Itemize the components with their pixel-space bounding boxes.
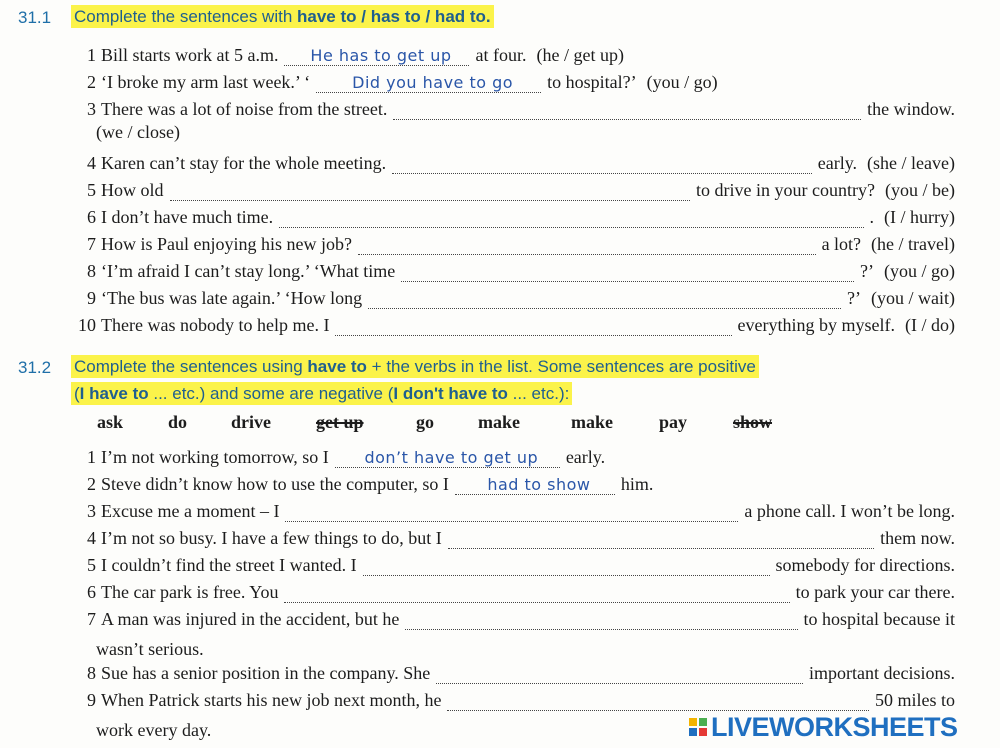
- exercise-31-1-item-2: [60, 69, 955, 93]
- item-number: 9: [87, 288, 96, 308]
- exercise-31-2-item-2: [60, 471, 955, 495]
- answer-blank: [284, 47, 469, 66]
- exercise-31-1-item-7: [60, 231, 955, 255]
- answer-input[interactable]: [405, 610, 805, 629]
- answer-blank: [285, 503, 738, 522]
- item-number: 4: [87, 528, 96, 548]
- item-number: 3: [87, 99, 96, 119]
- sentence-end: early.: [817, 153, 858, 173]
- exercise-31-2-item-1: [60, 444, 955, 468]
- answer-blank: [170, 182, 691, 201]
- answer-input[interactable]: [335, 448, 568, 467]
- item-number: 8: [87, 663, 96, 683]
- item-number: 7: [87, 609, 96, 629]
- sentence-start: I don’t have much time.: [101, 207, 274, 227]
- sentence-end: to park your car there.: [795, 582, 955, 602]
- answer-input[interactable]: [284, 46, 477, 65]
- verb-list-word: go: [416, 412, 434, 432]
- exercise-31-1-item-1: [60, 42, 955, 66]
- answer-blank: [393, 101, 861, 120]
- sentence-end: the window.: [867, 99, 955, 119]
- sentence-start: ‘The bus was late again.’ ‘How long: [101, 288, 363, 308]
- exercise-31-1-item-9: [60, 285, 955, 309]
- exercise-31-2-item-5: [60, 552, 955, 576]
- answer-input[interactable]: [285, 502, 746, 521]
- item-number: 5: [87, 555, 96, 575]
- answer-input[interactable]: [316, 73, 549, 92]
- answer-blank: [447, 692, 869, 711]
- sentence-start: When Patrick starts his new job next month, he: [101, 690, 442, 710]
- answer-input[interactable]: [447, 691, 877, 710]
- exercise-31-1-item-3: [60, 96, 955, 120]
- sentence-end: them now.: [880, 528, 955, 548]
- item-continuation: wasn’t serious.: [96, 639, 204, 659]
- item-number: 4: [87, 153, 96, 173]
- verb-hint: (I / do): [905, 315, 955, 335]
- exercise-31-2-item-9: [60, 687, 955, 711]
- exercise-31-2-item-7: [60, 606, 955, 630]
- item-number: 2: [87, 72, 96, 92]
- verb-hint: (I / hurry): [884, 207, 955, 227]
- answer-blank: [363, 557, 770, 576]
- exercise-31-1-item-4: [60, 150, 955, 174]
- sentence-end: to drive in your country?: [696, 180, 876, 200]
- verb-list-word: make: [478, 412, 520, 432]
- item-number: 5: [87, 180, 96, 200]
- liveworksheets-logo: [689, 712, 958, 742]
- item-number: 1: [87, 45, 96, 65]
- answer-input[interactable]: [284, 583, 797, 602]
- answer-input[interactable]: [436, 664, 811, 683]
- answer-blank: [448, 530, 874, 549]
- sentence-end: to hospital?’: [547, 72, 637, 92]
- sentence-end: ?’: [860, 261, 874, 281]
- sentence-start: Excuse me a moment – I: [101, 501, 280, 521]
- logo-square: [689, 728, 697, 736]
- verb-list-word: ask: [97, 412, 124, 432]
- sentence-start: A man was injured in the accident, but he: [101, 609, 400, 629]
- answer-input[interactable]: [401, 262, 862, 281]
- sentence-start: I couldn’t find the street I wanted. I: [101, 555, 357, 575]
- verb-hint: (you / go): [646, 72, 718, 92]
- sentence-start: There was a lot of noise from the street.: [101, 99, 388, 119]
- answer-blank: [368, 290, 841, 309]
- item-number: 6: [87, 582, 96, 602]
- sentence-start: Karen can’t stay for the whole meeting.: [101, 153, 387, 173]
- answer-input[interactable]: [279, 208, 871, 227]
- sentence-start: ‘I’m afraid I can’t stay long.’ ‘What time: [101, 261, 396, 281]
- answer-blank: [405, 611, 797, 630]
- sentence-start: Steve didn’t know how to use the computer, so I: [101, 474, 449, 494]
- answer-input[interactable]: [392, 154, 820, 173]
- answer-blank: [455, 476, 615, 495]
- sentence-end: important decisions.: [809, 663, 955, 683]
- logo-square: [689, 718, 697, 726]
- sentence-end: ?’: [847, 288, 862, 308]
- exercise-31-1-item-5: [60, 177, 955, 201]
- exercise-number-31-1: 31.1: [18, 8, 52, 27]
- sentence-start: Bill starts work at 5 a.m.: [101, 45, 279, 65]
- verb-hint: (you / be): [885, 180, 955, 200]
- item-continuation: (we / close): [96, 122, 180, 142]
- answer-blank: [436, 665, 803, 684]
- sentence-end: somebody for directions.: [775, 555, 955, 575]
- answer-input[interactable]: [335, 316, 739, 335]
- exercise-instruction-31-2-line2: (I have to ... etc.) and some are negative (I don't have to ... etc.):: [71, 382, 572, 405]
- exercise-31-1-item-6: [60, 204, 955, 228]
- sentence-start: How old: [101, 180, 164, 200]
- sentence-start: Sue has a senior position in the company. She: [101, 663, 431, 683]
- logo-square: [699, 728, 707, 736]
- exercise-31-1-item-8: [60, 258, 955, 282]
- sentence-start: I’m not so busy. I have a few things to do, but I: [101, 528, 442, 548]
- item-continuation: work every day.: [96, 720, 212, 740]
- exercise-31-2-item-4: [60, 525, 955, 549]
- logo-icon: [689, 718, 707, 736]
- item-number: 10: [78, 315, 96, 335]
- answer-blank: [358, 236, 816, 255]
- sentence-start: There was nobody to help me. I: [101, 315, 330, 335]
- answer-blank: [335, 317, 731, 336]
- verb-list-word: do: [168, 412, 188, 432]
- verb-list-word: make: [571, 412, 613, 432]
- answer-blank: [316, 74, 541, 93]
- item-number: 7: [87, 234, 96, 254]
- verb-hint: (he / travel): [871, 234, 955, 254]
- sentence-end: him.: [620, 474, 654, 494]
- verb-list-word: pay: [659, 412, 688, 432]
- answer-blank: [392, 155, 812, 174]
- answer-blank: [279, 209, 863, 228]
- answer-input[interactable]: [170, 181, 699, 200]
- sentence-end: at four.: [475, 45, 527, 65]
- sentence-end: early.: [565, 447, 606, 467]
- answer-blank: [335, 449, 560, 468]
- verb-list-word: get up: [316, 412, 364, 432]
- answer-input[interactable]: [448, 529, 882, 548]
- exercise-31-2-item-8: [60, 660, 955, 684]
- item-number: 1: [87, 447, 96, 467]
- exercise-31-2-item-6: [60, 579, 955, 603]
- sentence-end: a phone call. I won’t be long.: [744, 501, 955, 521]
- item-number: 9: [87, 690, 96, 710]
- exercise-31-2-item-3: [60, 498, 955, 522]
- exercise-number-31-2: 31.2: [18, 358, 52, 377]
- item-number: 6: [87, 207, 96, 227]
- answer-input[interactable]: [358, 235, 824, 254]
- sentence-end: everything by myself.: [737, 315, 896, 335]
- sentence-start: How is Paul enjoying his new job?: [101, 234, 352, 254]
- answer-input[interactable]: [363, 556, 778, 575]
- sentence-start: I’m not working tomorrow, so I: [101, 447, 329, 467]
- logo-text: LIVEWORKSHEETS: [711, 711, 958, 742]
- exercise-31-1-item-10: [60, 312, 955, 336]
- verb-hint: (she / leave): [867, 153, 955, 173]
- answer-blank: [401, 263, 854, 282]
- verb-hint: (you / wait): [871, 288, 955, 308]
- sentence-end: to hospital because it: [803, 609, 955, 629]
- answer-blank: [284, 584, 789, 603]
- sentence-start: ‘I broke my arm last week.’ ‘: [101, 72, 311, 92]
- logo-square: [699, 718, 707, 726]
- verb-list-word: show: [733, 412, 773, 432]
- verb-hint: (he / get up): [536, 45, 624, 65]
- verb-hint: (you / go): [884, 261, 955, 281]
- verb-list-word: drive: [231, 412, 271, 432]
- exercise-instruction-31-2-line1: Complete the sentences using have to + the verbs in the list. Some sentences are positive: [71, 355, 759, 378]
- item-number: 3: [87, 501, 96, 521]
- answer-input[interactable]: [368, 289, 849, 308]
- exercise-instruction-31-1: Complete the sentences with have to / has to / had to.: [71, 5, 494, 28]
- sentence-end: .: [869, 207, 875, 227]
- item-number: 8: [87, 261, 96, 281]
- sentence-end: 50 miles to: [875, 690, 955, 710]
- answer-input[interactable]: [393, 100, 869, 119]
- answer-input[interactable]: [455, 475, 623, 494]
- sentence-start: The car park is free. You: [101, 582, 279, 602]
- item-number: 2: [87, 474, 96, 494]
- sentence-end: a lot?: [821, 234, 862, 254]
